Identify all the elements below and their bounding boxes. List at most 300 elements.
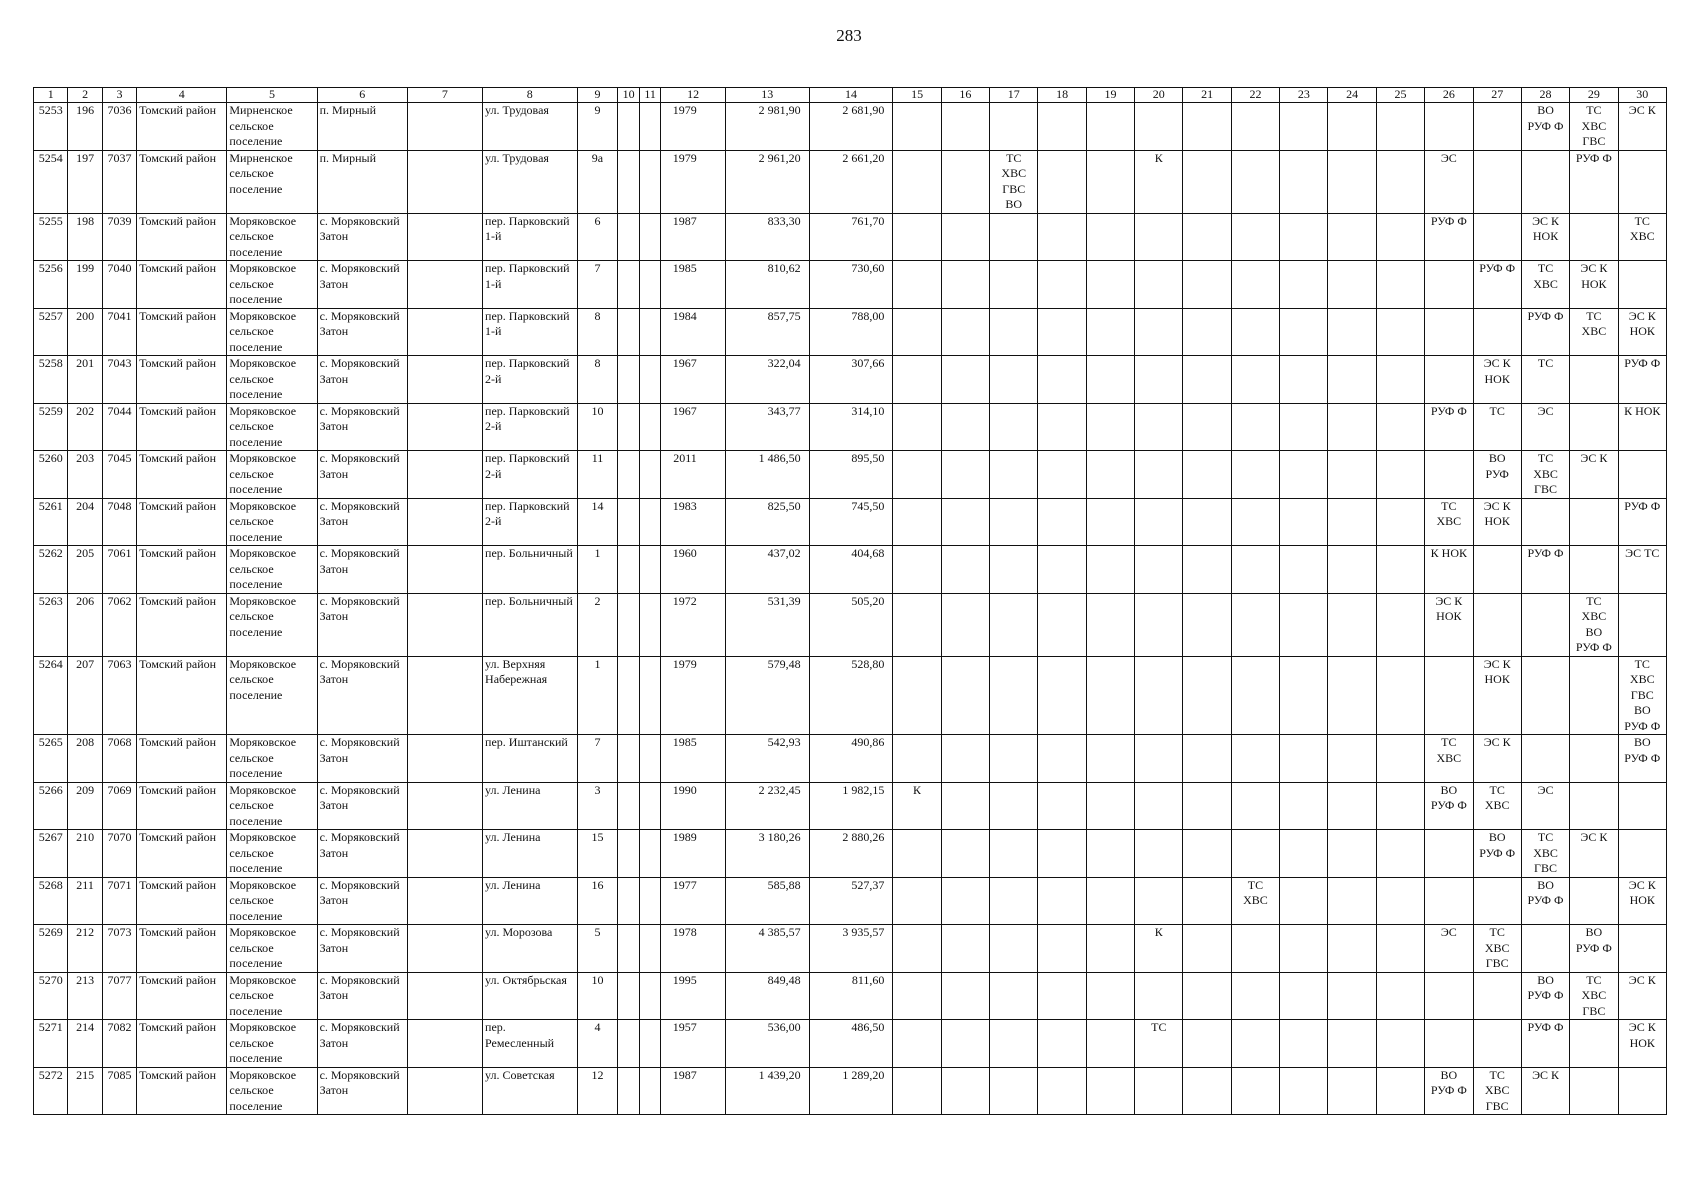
cell-col-24: [1328, 451, 1376, 499]
cell-col-26: [1425, 1020, 1473, 1068]
cell-col-26: ВО РУФ Ф: [1425, 782, 1473, 830]
table-row: [34, 830, 1667, 878]
table-row: [34, 261, 1667, 309]
cell-col-29: ТС ХВС ВО РУФ Ф: [1570, 593, 1618, 656]
cell-col-12: 1987: [661, 1067, 725, 1115]
cell-col-16: [941, 830, 989, 878]
cell-col-25: [1376, 593, 1424, 656]
cell-col-15: [893, 451, 941, 499]
table-row: [34, 498, 1667, 546]
cell-col-17: [990, 546, 1038, 594]
cell-col-19: [1086, 213, 1134, 261]
column-number-row: [34, 88, 1667, 103]
cell-col-21: [1183, 593, 1231, 656]
cell-col-29: [1570, 782, 1618, 830]
cell-col-10: [618, 1067, 639, 1115]
cell-col-13: 343,77: [725, 403, 809, 451]
cell-col-15: К: [893, 782, 941, 830]
cell-col-8: пер. Иштанский: [483, 735, 578, 783]
cell-col-9: 8: [577, 356, 618, 404]
cell-col-30: ЭС К НОК: [1618, 877, 1666, 925]
cell-col-15: [893, 593, 941, 656]
cell-col-24: [1328, 1020, 1376, 1068]
cell-col-20: [1135, 656, 1183, 735]
cell-col-17: [990, 593, 1038, 656]
cell-col-18: [1038, 356, 1086, 404]
cell-col-29: ВО РУФ Ф: [1570, 925, 1618, 973]
cell-col-14: 2 880,26: [809, 830, 893, 878]
cell-col-9: 7: [577, 735, 618, 783]
cell-col-19: [1086, 103, 1134, 151]
cell-col-5: Моряковское сельское поселение: [227, 403, 317, 451]
cell-col-18: [1038, 546, 1086, 594]
cell-col-12: 1989: [661, 830, 725, 878]
column-header-13: 13: [725, 88, 809, 103]
cell-col-30: [1618, 261, 1666, 309]
cell-col-22: ТС ХВС: [1231, 877, 1279, 925]
cell-col-1: 5254: [34, 150, 68, 213]
cell-col-3: 7071: [102, 877, 136, 925]
cell-col-13: 833,30: [725, 213, 809, 261]
cell-col-13: 1 486,50: [725, 451, 809, 499]
cell-col-22: [1231, 656, 1279, 735]
cell-col-29: [1570, 356, 1618, 404]
cell-col-14: 2 681,90: [809, 103, 893, 151]
cell-col-9: 5: [577, 925, 618, 973]
cell-col-22: [1231, 735, 1279, 783]
cell-col-4: Томский район: [137, 356, 227, 404]
cell-col-20: [1135, 403, 1183, 451]
cell-col-23: [1280, 103, 1328, 151]
cell-col-30: [1618, 1067, 1666, 1115]
cell-col-8: пер. Ремесленный: [483, 1020, 578, 1068]
cell-col-30: ЭС К НОК: [1618, 308, 1666, 356]
cell-col-29: ЭС К: [1570, 451, 1618, 499]
cell-col-12: 1979: [661, 103, 725, 151]
cell-col-2: 196: [68, 103, 102, 151]
cell-col-17: [990, 1067, 1038, 1115]
cell-col-12: 1960: [661, 546, 725, 594]
cell-col-26: ЭС: [1425, 925, 1473, 973]
cell-col-29: [1570, 656, 1618, 735]
cell-col-13: 437,02: [725, 546, 809, 594]
cell-col-1: 5272: [34, 1067, 68, 1115]
cell-col-24: [1328, 782, 1376, 830]
column-header-11: 11: [639, 88, 660, 103]
cell-col-13: 2 981,90: [725, 103, 809, 151]
cell-col-6: с. Моряковский Затон: [317, 356, 407, 404]
cell-col-4: Томский район: [137, 972, 227, 1020]
cell-col-5: Моряковское сельское поселение: [227, 1067, 317, 1115]
column-header-8: 8: [483, 88, 578, 103]
cell-col-23: [1280, 782, 1328, 830]
cell-col-24: [1328, 356, 1376, 404]
cell-col-14: 404,68: [809, 546, 893, 594]
cell-col-2: 215: [68, 1067, 102, 1115]
cell-col-10: [618, 1020, 639, 1068]
cell-col-12: 1967: [661, 356, 725, 404]
cell-col-22: [1231, 1020, 1279, 1068]
cell-col-21: [1183, 1020, 1231, 1068]
cell-col-11: [639, 150, 660, 213]
cell-col-20: [1135, 735, 1183, 783]
cell-col-15: [893, 261, 941, 309]
cell-col-10: [618, 103, 639, 151]
cell-col-4: Томский район: [137, 451, 227, 499]
cell-col-3: 7077: [102, 972, 136, 1020]
cell-col-23: [1280, 593, 1328, 656]
cell-col-17: [990, 972, 1038, 1020]
cell-col-6: п. Мирный: [317, 103, 407, 151]
cell-col-21: [1183, 1067, 1231, 1115]
cell-col-26: [1425, 451, 1473, 499]
cell-col-11: [639, 103, 660, 151]
table-row: [34, 451, 1667, 499]
cell-col-27: ВО РУФ: [1473, 451, 1521, 499]
cell-col-8: ул. Верхняя Набережная: [483, 656, 578, 735]
cell-col-23: [1280, 925, 1328, 973]
cell-col-16: [941, 1020, 989, 1068]
cell-col-21: [1183, 498, 1231, 546]
cell-col-16: [941, 656, 989, 735]
cell-col-17: [990, 782, 1038, 830]
cell-col-30: [1618, 782, 1666, 830]
cell-col-4: Томский район: [137, 1020, 227, 1068]
cell-col-28: [1521, 498, 1569, 546]
cell-col-27: РУФ Ф: [1473, 261, 1521, 309]
cell-col-25: [1376, 150, 1424, 213]
cell-col-19: [1086, 925, 1134, 973]
cell-col-16: [941, 593, 989, 656]
cell-col-21: [1183, 150, 1231, 213]
cell-col-5: Моряковское сельское поселение: [227, 498, 317, 546]
cell-col-23: [1280, 546, 1328, 594]
cell-col-5: Моряковское сельское поселение: [227, 593, 317, 656]
cell-col-19: [1086, 1020, 1134, 1068]
cell-col-10: [618, 656, 639, 735]
cell-col-29: [1570, 546, 1618, 594]
cell-col-12: 1985: [661, 735, 725, 783]
table-row: [34, 972, 1667, 1020]
cell-col-2: 208: [68, 735, 102, 783]
cell-col-7: [407, 830, 482, 878]
cell-col-17: [990, 830, 1038, 878]
cell-col-16: [941, 261, 989, 309]
cell-col-26: ЭС К НОК: [1425, 593, 1473, 656]
cell-col-23: [1280, 308, 1328, 356]
cell-col-7: [407, 356, 482, 404]
cell-col-23: [1280, 356, 1328, 404]
cell-col-18: [1038, 103, 1086, 151]
cell-col-17: [990, 103, 1038, 151]
cell-col-8: пер. Больничный: [483, 546, 578, 594]
cell-col-1: 5255: [34, 213, 68, 261]
cell-col-9: 11: [577, 451, 618, 499]
cell-col-2: 205: [68, 546, 102, 594]
cell-col-27: [1473, 103, 1521, 151]
cell-col-23: [1280, 1020, 1328, 1068]
cell-col-8: пер. Парковский 1-й: [483, 213, 578, 261]
cell-col-1: 5271: [34, 1020, 68, 1068]
cell-col-18: [1038, 498, 1086, 546]
cell-col-26: [1425, 261, 1473, 309]
table-row: [34, 1067, 1667, 1115]
register-table: [33, 87, 1667, 1115]
cell-col-3: 7068: [102, 735, 136, 783]
column-header-28: 28: [1521, 88, 1569, 103]
cell-col-22: [1231, 356, 1279, 404]
cell-col-11: [639, 656, 660, 735]
cell-col-11: [639, 356, 660, 404]
cell-col-26: ТС ХВС: [1425, 498, 1473, 546]
cell-col-18: [1038, 656, 1086, 735]
cell-col-17: [990, 451, 1038, 499]
cell-col-28: ВО РУФ Ф: [1521, 877, 1569, 925]
cell-col-8: ул. Ленина: [483, 877, 578, 925]
cell-col-7: [407, 546, 482, 594]
cell-col-12: 1987: [661, 213, 725, 261]
cell-col-13: 4 385,57: [725, 925, 809, 973]
cell-col-18: [1038, 150, 1086, 213]
cell-col-13: 536,00: [725, 1020, 809, 1068]
cell-col-6: с. Моряковский Затон: [317, 403, 407, 451]
cell-col-11: [639, 451, 660, 499]
cell-col-9: 6: [577, 213, 618, 261]
cell-col-25: [1376, 877, 1424, 925]
cell-col-10: [618, 498, 639, 546]
cell-col-16: [941, 150, 989, 213]
cell-col-12: 1967: [661, 403, 725, 451]
table-row: [34, 925, 1667, 973]
cell-col-8: ул. Ленина: [483, 782, 578, 830]
column-header-10: 10: [618, 88, 639, 103]
cell-col-8: ул. Советская: [483, 1067, 578, 1115]
cell-col-15: [893, 213, 941, 261]
cell-col-19: [1086, 403, 1134, 451]
cell-col-14: 527,37: [809, 877, 893, 925]
cell-col-8: пер. Парковский 2-й: [483, 498, 578, 546]
cell-col-2: 200: [68, 308, 102, 356]
cell-col-1: 5259: [34, 403, 68, 451]
cell-col-6: с. Моряковский Затон: [317, 593, 407, 656]
cell-col-15: [893, 830, 941, 878]
cell-col-25: [1376, 451, 1424, 499]
cell-col-21: [1183, 972, 1231, 1020]
cell-col-7: [407, 735, 482, 783]
cell-col-14: 2 661,20: [809, 150, 893, 213]
cell-col-28: ТС ХВС ГВС: [1521, 830, 1569, 878]
cell-col-30: РУФ Ф: [1618, 498, 1666, 546]
cell-col-4: Томский район: [137, 261, 227, 309]
cell-col-8: пер. Парковский 1-й: [483, 308, 578, 356]
cell-col-30: ТС ХВС: [1618, 213, 1666, 261]
cell-col-3: 7037: [102, 150, 136, 213]
cell-col-20: [1135, 782, 1183, 830]
cell-col-23: [1280, 150, 1328, 213]
column-header-21: 21: [1183, 88, 1231, 103]
table-row: [34, 593, 1667, 656]
cell-col-18: [1038, 403, 1086, 451]
cell-col-3: 7070: [102, 830, 136, 878]
cell-col-11: [639, 593, 660, 656]
cell-col-18: [1038, 593, 1086, 656]
cell-col-2: 198: [68, 213, 102, 261]
table-row: [34, 308, 1667, 356]
cell-col-27: ЭС К: [1473, 735, 1521, 783]
cell-col-21: [1183, 103, 1231, 151]
column-header-26: 26: [1425, 88, 1473, 103]
cell-col-17: [990, 877, 1038, 925]
cell-col-25: [1376, 356, 1424, 404]
cell-col-27: [1473, 877, 1521, 925]
cell-col-11: [639, 213, 660, 261]
cell-col-20: К: [1135, 925, 1183, 973]
cell-col-29: [1570, 1067, 1618, 1115]
cell-col-23: [1280, 1067, 1328, 1115]
cell-col-30: [1618, 593, 1666, 656]
cell-col-29: ЭС К НОК: [1570, 261, 1618, 309]
cell-col-24: [1328, 972, 1376, 1020]
cell-col-7: [407, 308, 482, 356]
cell-col-14: 1 289,20: [809, 1067, 893, 1115]
cell-col-5: Моряковское сельское поселение: [227, 213, 317, 261]
cell-col-25: [1376, 1020, 1424, 1068]
cell-col-21: [1183, 356, 1231, 404]
cell-col-24: [1328, 735, 1376, 783]
cell-col-27: ВО РУФ Ф: [1473, 830, 1521, 878]
cell-col-14: 1 982,15: [809, 782, 893, 830]
column-header-17: 17: [990, 88, 1038, 103]
cell-col-22: [1231, 498, 1279, 546]
column-header-12: 12: [661, 88, 725, 103]
cell-col-5: Моряковское сельское поселение: [227, 308, 317, 356]
cell-col-14: 788,00: [809, 308, 893, 356]
cell-col-2: 209: [68, 782, 102, 830]
cell-col-16: [941, 498, 989, 546]
table-body: [34, 103, 1667, 1115]
cell-col-1: 5266: [34, 782, 68, 830]
table-row: [34, 213, 1667, 261]
cell-col-13: 585,88: [725, 877, 809, 925]
cell-col-24: [1328, 308, 1376, 356]
cell-col-19: [1086, 308, 1134, 356]
cell-col-15: [893, 877, 941, 925]
cell-col-13: 810,62: [725, 261, 809, 309]
cell-col-6: с. Моряковский Затон: [317, 261, 407, 309]
cell-col-21: [1183, 403, 1231, 451]
cell-col-30: РУФ Ф: [1618, 356, 1666, 404]
cell-col-22: [1231, 308, 1279, 356]
cell-col-9: 15: [577, 830, 618, 878]
column-header-6: 6: [317, 88, 407, 103]
cell-col-3: 7048: [102, 498, 136, 546]
cell-col-9: 16: [577, 877, 618, 925]
table-row: [34, 782, 1667, 830]
cell-col-11: [639, 1067, 660, 1115]
column-header-15: 15: [893, 88, 941, 103]
cell-col-4: Томский район: [137, 546, 227, 594]
cell-col-14: 811,60: [809, 972, 893, 1020]
cell-col-23: [1280, 656, 1328, 735]
cell-col-27: [1473, 546, 1521, 594]
cell-col-19: [1086, 593, 1134, 656]
cell-col-27: [1473, 308, 1521, 356]
cell-col-17: [990, 498, 1038, 546]
cell-col-22: [1231, 403, 1279, 451]
cell-col-12: 1977: [661, 877, 725, 925]
cell-col-11: [639, 735, 660, 783]
cell-col-5: Моряковское сельское поселение: [227, 735, 317, 783]
cell-col-22: [1231, 546, 1279, 594]
column-header-24: 24: [1328, 88, 1376, 103]
cell-col-26: К НОК: [1425, 546, 1473, 594]
cell-col-19: [1086, 1067, 1134, 1115]
cell-col-29: [1570, 498, 1618, 546]
cell-col-10: [618, 593, 639, 656]
cell-col-9: 1: [577, 546, 618, 594]
cell-col-10: [618, 735, 639, 783]
cell-col-29: [1570, 403, 1618, 451]
cell-col-27: ТС: [1473, 403, 1521, 451]
cell-col-23: [1280, 972, 1328, 1020]
cell-col-9: 12: [577, 1067, 618, 1115]
cell-col-5: Моряковское сельское поселение: [227, 656, 317, 735]
cell-col-8: ул. Морозова: [483, 925, 578, 973]
cell-col-16: [941, 103, 989, 151]
cell-col-21: [1183, 546, 1231, 594]
cell-col-14: 505,20: [809, 593, 893, 656]
cell-col-27: ЭС К НОК: [1473, 356, 1521, 404]
cell-col-3: 7039: [102, 213, 136, 261]
cell-col-21: [1183, 877, 1231, 925]
cell-col-13: 542,93: [725, 735, 809, 783]
cell-col-5: Мирненское сельское поселение: [227, 103, 317, 151]
cell-col-25: [1376, 213, 1424, 261]
cell-col-21: [1183, 213, 1231, 261]
table-row: [34, 546, 1667, 594]
cell-col-7: [407, 877, 482, 925]
cell-col-10: [618, 213, 639, 261]
cell-col-28: [1521, 150, 1569, 213]
cell-col-7: [407, 213, 482, 261]
cell-col-7: [407, 925, 482, 973]
cell-col-14: 314,10: [809, 403, 893, 451]
cell-col-6: с. Моряковский Затон: [317, 877, 407, 925]
cell-col-23: [1280, 498, 1328, 546]
cell-col-9: 9: [577, 103, 618, 151]
cell-col-13: 857,75: [725, 308, 809, 356]
cell-col-10: [618, 925, 639, 973]
cell-col-27: ТС ХВС ГВС: [1473, 925, 1521, 973]
cell-col-1: 5261: [34, 498, 68, 546]
page-number: 283: [836, 26, 862, 45]
cell-col-15: [893, 356, 941, 404]
cell-col-28: ЭС К: [1521, 1067, 1569, 1115]
cell-col-28: ТС: [1521, 356, 1569, 404]
cell-col-28: [1521, 925, 1569, 973]
cell-col-20: [1135, 103, 1183, 151]
cell-col-11: [639, 925, 660, 973]
cell-col-1: 5265: [34, 735, 68, 783]
cell-col-13: 3 180,26: [725, 830, 809, 878]
cell-col-22: [1231, 830, 1279, 878]
cell-col-28: РУФ Ф: [1521, 546, 1569, 594]
cell-col-14: 761,70: [809, 213, 893, 261]
cell-col-19: [1086, 830, 1134, 878]
cell-col-24: [1328, 593, 1376, 656]
cell-col-16: [941, 782, 989, 830]
cell-col-3: 7062: [102, 593, 136, 656]
